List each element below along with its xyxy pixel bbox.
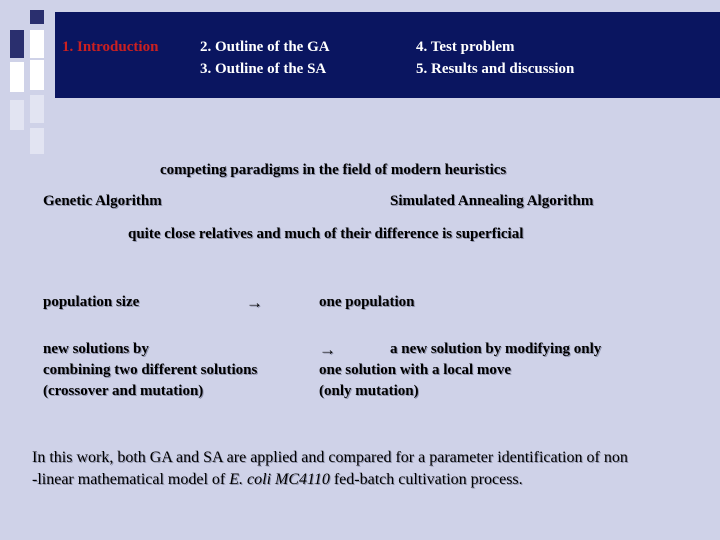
row2-right-line: (only mutation) bbox=[319, 383, 419, 399]
row2-right-line: one solution with a local move bbox=[319, 362, 512, 378]
organism-name: E. coli MC4110 bbox=[229, 471, 330, 488]
row2-left-line: new solutions by bbox=[43, 341, 149, 357]
subheading: quite close relatives and much of their difference is superficial bbox=[128, 226, 524, 242]
paragraph-line-1: In this work, both GA and SA are applied and compared for a parameter identification of non bbox=[32, 449, 628, 466]
decor-square bbox=[30, 30, 44, 58]
heading: competing paradigms in the field of modern heuristics bbox=[160, 162, 507, 178]
nav-results[interactable]: 5. Results and discussion bbox=[416, 61, 575, 77]
row1-right: one population bbox=[319, 294, 415, 310]
nav-test-problem[interactable]: 4. Test problem bbox=[416, 39, 515, 55]
summary-paragraph bbox=[32, 447, 707, 491]
row2-right-line: a new solution by modifying only bbox=[390, 341, 602, 357]
nav-introduction[interactable]: 1. Introduction bbox=[62, 39, 159, 55]
decor-square bbox=[30, 10, 44, 24]
decor-square bbox=[30, 60, 44, 90]
decor-square bbox=[10, 62, 24, 92]
paragraph-line-2-start: -linear mathematical model of bbox=[32, 471, 230, 488]
row2-left-line: combining two different solutions bbox=[43, 362, 258, 378]
decor-square bbox=[10, 30, 24, 58]
nav-outline-ga[interactable]: 2. Outline of the GA bbox=[200, 39, 330, 55]
row2-arrow: → bbox=[319, 340, 336, 359]
decor-square bbox=[30, 95, 44, 123]
sa-title: Simulated Annealing Algorithm bbox=[390, 193, 594, 209]
row1-arrow: → bbox=[246, 293, 263, 312]
row2-left-line: (crossover and mutation) bbox=[43, 383, 204, 399]
decor-square bbox=[10, 100, 24, 130]
nav-outline-sa[interactable]: 3. Outline of the SA bbox=[200, 61, 327, 77]
row1-left: population size bbox=[43, 294, 140, 310]
paragraph-line-2 bbox=[32, 469, 707, 491]
ga-title: Genetic Algorithm bbox=[43, 193, 162, 209]
paragraph-line-2-end: fed-batch cultivation process. bbox=[329, 471, 523, 488]
decor-square bbox=[30, 128, 44, 154]
